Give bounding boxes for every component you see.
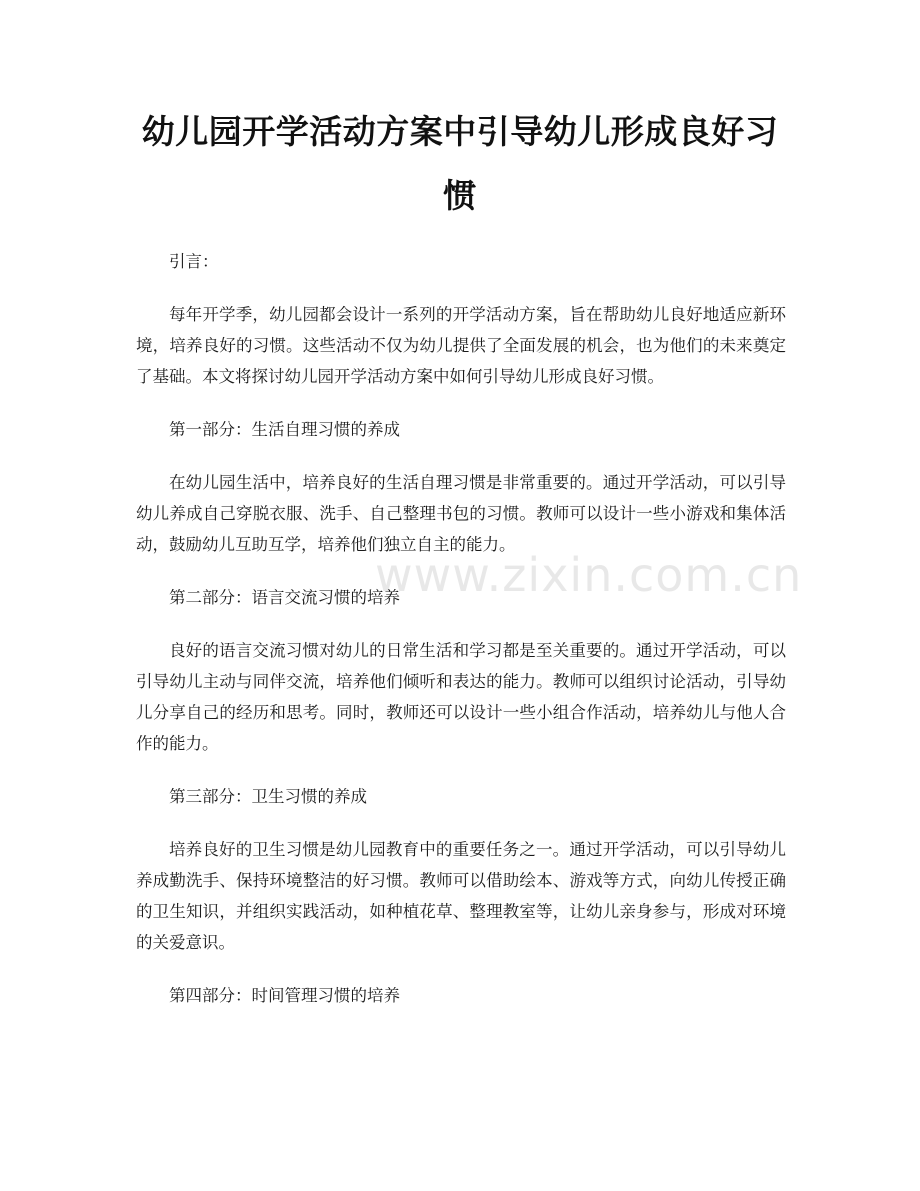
paragraph-intro: 每年开学季，幼儿园都会设计一系列的开学活动方案，旨在帮助幼儿良好地适应新环境，培养良好的习惯。这些活动不仅为幼儿提供了全面发展的机会，也为他们的未来奠定了基础。本文将探讨幼儿园开学活动方案中如何引导幼儿形成良好习惯。 bbox=[136, 305, 786, 386]
document-title: 幼儿园开学活动方案中引导幼儿形成良好习惯 bbox=[141, 112, 779, 215]
paragraph-intro-label: 引言： bbox=[169, 252, 219, 271]
watermark: www.zixin.com.cn bbox=[375, 548, 803, 602]
section-heading-2: 第二部分：语言交流习惯的培养 bbox=[169, 588, 400, 607]
paragraph-section-3: 培养良好的卫生习惯是幼儿园教育中的重要任务之一。通过开学活动，可以引导幼儿养成勤洗手、保持环境整洁的好习惯。教师可以借助绘本、游戏等方式，向幼儿传授正确的卫生知识，并组织实践活动，如种植花草、整理教室等，让幼儿亲身参与，形成对环境的关爱意识。 bbox=[136, 840, 786, 952]
section-heading-3: 第三部分：卫生习惯的养成 bbox=[169, 787, 367, 806]
document-body bbox=[136, 246, 786, 1011]
paragraph-section-1: 在幼儿园生活中，培养良好的生活自理习惯是非常重要的。通过开学活动，可以引导幼儿养成自己穿脱衣服、洗手、自己整理书包的习惯。教师可以设计一些小游戏和集体活动，鼓励幼儿互助互学，培养他们独立自主的能力。 bbox=[136, 473, 786, 554]
section-heading-1: 第一部分：生活自理习惯的养成 bbox=[169, 420, 400, 439]
section-heading-4: 第四部分：时间管理习惯的培养 bbox=[169, 986, 400, 1005]
paragraph-section-2: 良好的语言交流习惯对幼儿的日常生活和学习都是至关重要的。通过开学活动，可以引导幼儿主动与同伴交流，培养他们倾听和表达的能力。教师可以组织讨论活动，引导幼儿分享自己的经历和思考。同时，教师还可以设计一些小组合作活动，培养幼儿与他人合作的能力。 bbox=[136, 641, 786, 753]
